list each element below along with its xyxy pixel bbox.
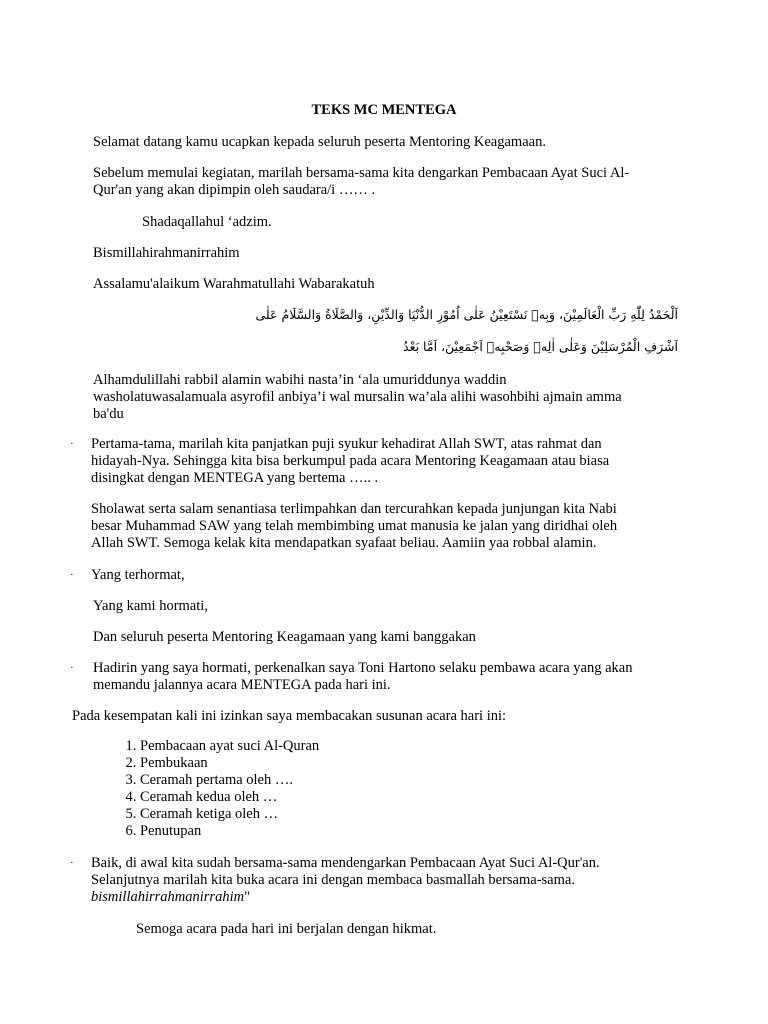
quran-reading-paragraph [93,165,629,199]
document-title: TEKS MC MENTEGA [311,102,457,118]
salam-line: Assalamu'alaikum Warahmatullahi Wabarakatuh [93,276,375,292]
kami-hormati-line: Yang kami hormati, [93,598,208,614]
agenda-item: 6. Penutupan [140,823,319,840]
text-line: memandu jalannya acara MENTEGA pada hari ini. [93,677,391,693]
agenda-item: 4. Ceramah kedua oleh … [140,789,319,806]
semoga-line: Semoga acara pada hari ini berjalan dengan hikmat. [136,921,437,937]
kesempatan-line: Pada kesempatan kali ini izinkan saya membacakan susunan acara hari ini: [72,708,507,724]
pertama-paragraph [91,436,609,487]
closing-quote: " [244,889,251,905]
text-line: washolatuwasalamuala asyrofil anbiya’i wal mursalin wa’ala alihi wasohbihi ajmain amma [93,389,622,405]
shadaqallah-line: Shadaqallahul ‘adzim. [142,214,272,230]
welcome-paragraph: Selamat datang kamu ucapkan kepada seluruh peserta Mentoring Keagamaan. [93,134,546,150]
basmallah-italic: bismillahirrahmanirrahim [91,889,245,905]
bullet-marker: · [70,662,74,674]
bullet-marker: · [70,438,74,450]
bullet-marker: · [70,569,74,581]
arabic-line: اَلْحَمْدُ لِلّٰهِ رَبِّ الْعَالَمِيْنَ، وَبِهٖ نَسْتَعِيْنُ عَلٰى اُمُوْرِ الدُّنْيَا وَالدِّيْنِ، وَالصَّلَاةُ وَالسَّلَامُ عَلٰى [255,307,678,322]
bullet-marker: · [70,857,74,869]
text-line: Pertama-tama, marilah kita panjatkan puji syukur kehadirat Allah SWT, atas rahmat dan [91,436,602,452]
text-line: Baik, di awal kita sudah bersama-sama mendengarkan Pembacaan Ayat Suci Al-Qur'an. [91,855,600,871]
hadirin-paragraph [93,660,632,694]
arabic-line: اَشْرَفِ الْمُرْسَلِيْنَ وَعَلٰى اٰلِهٖ وَصَحْبِهٖ اَجْمَعِيْنَ، اَمَّا بَعْدُ [403,339,678,354]
sholawat-paragraph [91,501,617,552]
agenda-item: 1. Pembacaan ayat suci Al-Quran [140,738,319,755]
bismillah-line: Bismillahirahmanirrahim [93,245,240,261]
text-line: hidayah-Nya. Sehingga kita bisa berkumpul pada acara Mentoring Keagamaan atau biasa [91,453,610,469]
text-line: ba'du [93,406,124,422]
agenda-item: 3. Ceramah pertama oleh …. [140,772,319,789]
arabic-text [250,306,678,355]
text-line: Selanjutnya marilah kita buka acara ini dengan membaca basmallah bersama-sama. [91,872,575,888]
agenda-item: 2. Pembukaan [140,755,319,772]
text-line: Sholawat serta salam senantiasa terlimpahkan dan tercurahkan kepada junjungan kita Nabi [91,501,617,517]
text-line [91,889,600,906]
agenda-item: 5. Ceramah ketiga oleh … [140,806,319,823]
text-line: besar Muhammad SAW yang telah membimbing umat manusia ke jalan yang diridhai oleh [91,518,618,534]
text-line: Alhamdulillahi rabbil alamin wabihi nasta’in ‘ala umuriddunya waddin [93,372,507,388]
alhamdulillah-paragraph [93,372,622,423]
text-line: Allah SWT. Semoga kelak kita mendapatkan syafaat beliau. Aamiin yaa robbal alamin. [91,535,597,551]
seluruh-peserta-line: Dan seluruh peserta Mentoring Keagamaan yang kami banggakan [93,629,476,645]
terhormat-line: Yang terhormat, [91,567,185,583]
baik-paragraph [91,855,600,906]
text-line: Hadirin yang saya hormati, perkenalkan saya Toni Hartono selaku pembawa acara yang akan [93,660,633,676]
text-line: Sebelum memulai kegiatan, marilah bersama-sama kita dengarkan Pembacaan Ayat Suci Al- [93,165,630,181]
agenda-list [116,738,319,840]
text-line: Qur'an yang akan dipimpin oleh saudara/i …… . [93,182,376,198]
text-line: disingkat dengan MENTEGA yang bertema ….. . [91,470,379,486]
